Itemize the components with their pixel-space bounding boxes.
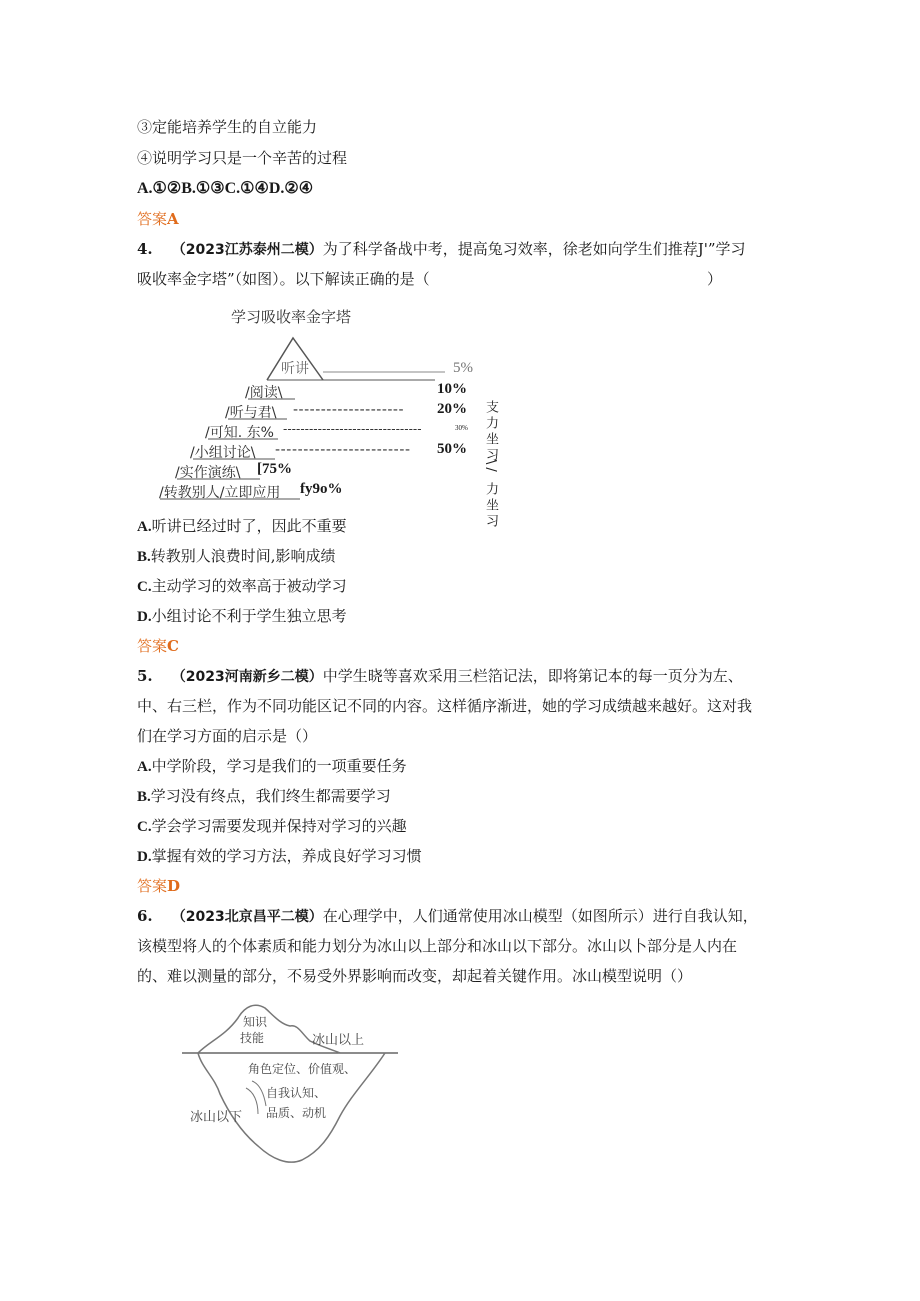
question-number: 4. bbox=[137, 240, 153, 258]
level-dashes: -------------------------------- bbox=[283, 422, 422, 436]
answer-value: D bbox=[167, 877, 181, 895]
q5-option-a bbox=[137, 756, 407, 777]
level-pct: fy9o% bbox=[300, 481, 343, 497]
pyramid-title: 学习吸收率金字塔 bbox=[231, 308, 352, 326]
question-text: 中学生晓等喜欢采用三栏箔记法，即将第记本的每一页分为左、 bbox=[322, 667, 743, 685]
iceberg-figure bbox=[180, 996, 400, 1171]
q5-answer bbox=[137, 876, 180, 896]
statement-3: ③定能培养学生的自立能力 bbox=[137, 118, 318, 136]
level-label: /小组讨论\ bbox=[190, 445, 256, 461]
level-pct: [75% bbox=[257, 461, 292, 477]
iceberg-tip-skills: 技能 bbox=[240, 1031, 265, 1045]
level-pct: 50% bbox=[437, 441, 467, 457]
level-pct: 5% bbox=[453, 360, 473, 376]
q6-line-3: 的、难以测量的部分，不易受外界影响而改变，却起着关键作用。冰山模型说明（） bbox=[137, 967, 693, 985]
q6-line-1 bbox=[137, 906, 758, 927]
option-key: C. bbox=[137, 819, 152, 835]
option-key: A. bbox=[137, 759, 152, 775]
q5-option-d bbox=[137, 846, 422, 867]
q4-line-2 bbox=[137, 269, 723, 289]
level-pct: 10% bbox=[437, 381, 467, 397]
q4-option-d bbox=[137, 606, 347, 627]
answer-value: C bbox=[167, 637, 179, 655]
answer-label: 答案 bbox=[137, 637, 168, 655]
q4-line-1 bbox=[137, 239, 746, 260]
side-label-active: \/ 力坐习 bbox=[483, 460, 498, 530]
option-text: 中学阶段，学习是我们的一项重要任务 bbox=[151, 757, 407, 775]
q4-option-a bbox=[137, 516, 347, 537]
option-text: 学习没有终点，我们终生都需要学习 bbox=[150, 787, 391, 805]
option-text: 小组讨论不利于学生独立思考 bbox=[151, 607, 347, 625]
question-source: （2023北京昌平二模） bbox=[171, 909, 323, 925]
q4-option-b bbox=[137, 546, 336, 567]
q3-answer bbox=[137, 209, 179, 229]
option-key: B. bbox=[137, 789, 151, 805]
q3-options: A.①②B.①③C.①④D.②④ bbox=[137, 180, 314, 197]
option-text: 转教别人浪费时间,影响成绩 bbox=[150, 547, 336, 565]
level-dashes: -------------------- bbox=[293, 402, 405, 418]
learning-pyramid-figure bbox=[155, 300, 515, 530]
q5-option-b bbox=[137, 786, 391, 807]
q5-line-1 bbox=[137, 666, 743, 687]
question-number: 5. bbox=[137, 667, 153, 685]
below-water-label: 冰山以下 bbox=[190, 1110, 243, 1125]
level-label: /听与君\ bbox=[225, 405, 277, 421]
level-dashes: ------------------------ bbox=[275, 442, 411, 458]
q4-answer bbox=[137, 636, 179, 656]
option-text: 掌握有效的学习方法，养成良好学习习惯 bbox=[151, 847, 422, 865]
option-text: 听讲已经过时了，因此不重要 bbox=[151, 517, 347, 535]
question-text: 为了科学备战中考，提高兔习效率，徐老如向学生们推荐J'”学习 bbox=[322, 240, 746, 258]
question-source: （2023江苏泰州二模） bbox=[171, 242, 323, 258]
level-label: /阅读\ bbox=[245, 385, 283, 401]
answer-value: A bbox=[167, 210, 179, 228]
q6-line-2: 该模型将人的个体素质和能力划分为冰山以上部分和冰山以下部分。冰山以卜部分是人内在 bbox=[137, 937, 738, 955]
level-pct: 30% bbox=[455, 424, 468, 432]
option-key: C. bbox=[137, 579, 152, 595]
inner-text-3: 品质、动机 bbox=[266, 1106, 327, 1120]
above-water-label: 冰山以上 bbox=[312, 1033, 365, 1048]
question-source: （2023河南新乡二模） bbox=[171, 669, 323, 685]
q5-line-2: 中、右三栏，作为不同功能区记不同的内容。这样循序渐进，她的学习成绩越来越好。这对我 bbox=[137, 697, 753, 715]
q4-option-c bbox=[137, 576, 347, 597]
question-number: 6. bbox=[137, 907, 153, 925]
option-key: A. bbox=[137, 519, 152, 535]
q5-option-c bbox=[137, 816, 407, 837]
side-label-passive: 支力坐习 bbox=[483, 400, 498, 464]
option-text: 主动学习的效率高于被动学习 bbox=[151, 577, 347, 595]
question-text: 在心理学中，人们通常使用冰山模型（如图所示）进行自我认知， bbox=[322, 907, 758, 925]
level-label: /实作演练\ bbox=[175, 465, 241, 481]
answer-label: 答案 bbox=[137, 210, 168, 228]
option-text: 学会学习需要发现并保持对学习的兴趣 bbox=[151, 817, 407, 835]
iceberg-tip-knowledge: 知识 bbox=[243, 1015, 268, 1029]
bracket-close: ） bbox=[707, 270, 723, 288]
level-label: /可知. 东% bbox=[205, 425, 274, 441]
answer-label: 答案 bbox=[137, 877, 168, 895]
level-pct: 20% bbox=[437, 401, 467, 417]
q5-line-3: 们在学习方面的启示是（） bbox=[137, 727, 318, 745]
level-label: 听讲 bbox=[281, 361, 309, 377]
level-label: /转教别人/立即应用 bbox=[159, 485, 281, 501]
inner-text-1: 角色定位、价值观、 bbox=[248, 1062, 357, 1076]
option-key: D. bbox=[137, 609, 152, 625]
question-text: 吸收率金字塔”（如图）。以下解读正确的是（ bbox=[137, 270, 430, 288]
option-key: D. bbox=[137, 849, 152, 865]
option-key: B. bbox=[137, 549, 151, 565]
inner-text-2: 自我认知、 bbox=[266, 1086, 327, 1100]
statement-4: ④说明学习只是一个辛苦的过程 bbox=[137, 149, 348, 167]
